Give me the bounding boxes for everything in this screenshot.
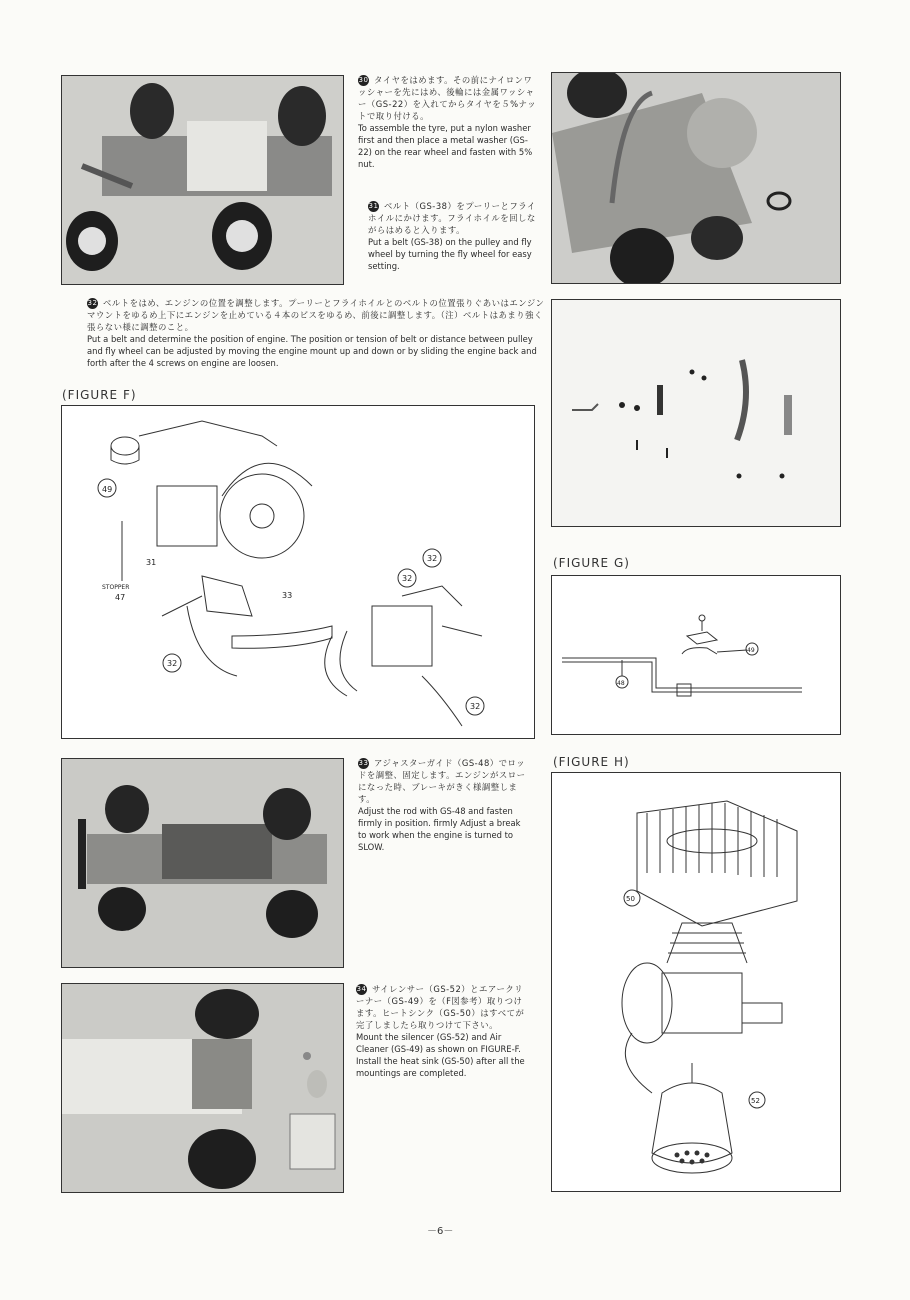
assembled-chassis-illustration	[62, 759, 344, 968]
callout-f-32-c: 32	[402, 574, 413, 583]
callout-f-32-b: 32	[427, 554, 438, 563]
engine-mount-exploded-view	[62, 406, 535, 739]
page-number: －6－	[427, 1226, 454, 1237]
chassis-wheels-illustration	[62, 76, 344, 285]
callout-f-49: 49	[102, 485, 113, 494]
callout-f-47: 47	[115, 593, 126, 602]
figure-f-label: (FIGURE F)	[62, 388, 137, 402]
figure-g-diagram	[551, 575, 841, 735]
step-31-number: 31	[368, 202, 379, 210]
step-31-text	[368, 200, 540, 272]
callout-g-49: 49	[747, 647, 755, 654]
step-34-number: 34	[356, 985, 367, 993]
callout-f-32-a: 32	[167, 659, 178, 668]
parts-illustration	[552, 300, 841, 527]
step-30-text	[358, 74, 538, 170]
adjuster-guide-rod-diagram	[552, 576, 841, 735]
chassis-belt-illustration	[552, 73, 841, 284]
callout-h-50: 50	[626, 895, 635, 903]
step-32-jp: ベルトをはめ、エンジンの位置を調整します。プーリーとフライホイルとのベルトの位置張りぐあいはエンジンマウントをゆるめ上下にエンジンを止めている４本のビスをゆるめ、前後に調整します。（注）ベルトはあまり強く張らない様に調整のこと。	[87, 298, 545, 332]
step-30-en: To assemble the tyre, put a nylon washer first and then place a metal washer (GS-22) on the rear wheel and fasten with 5% nut.	[358, 123, 533, 169]
callout-f-32-d: 32	[470, 702, 481, 711]
photo-silencer-mount	[61, 983, 344, 1193]
figure-h-diagram	[551, 772, 841, 1192]
step-30-number: 30	[358, 76, 369, 84]
step-34-en: Mount the silencer (GS-52) and Air Cleaner (GS-49) as shown on FIGURE-F. Install the heat sink (GS-50) after all the mountings are completed.	[356, 1032, 525, 1078]
step-31-en: Put a belt (GS-38) on the pulley and fly wheel by turning the fly wheel for easy setting.	[368, 237, 532, 271]
callout-f-33: 33	[282, 591, 293, 600]
heat-sink-silencer-diagram	[552, 773, 841, 1192]
callout-f-stopper: STOPPER	[102, 584, 130, 591]
step-33-jp: アジャスターガイド（GS-48）でロッドを調整、固定します。エンジンがスローになった時、ブレーキがきく様調整します。	[358, 758, 526, 804]
step-33-en: Adjust the rod with GS-48 and fasten firmly in position. firmly Adjust a break to work when the engine is turned to SLOW.	[358, 806, 521, 852]
photo-chassis-wheels	[61, 75, 344, 285]
step-32-en: Put a belt and determine the position of engine. The position or tension of belt or distance between pulley and fly wheel can be adjusted by moving the engine mount up and down or by sliding the engine back and forth after the 4 screws on engine are loosen.	[87, 334, 537, 368]
step-33-number: 33	[358, 759, 369, 767]
step-33-text	[358, 757, 528, 853]
step-32-number: 32	[87, 299, 98, 307]
silencer-mount-illustration	[62, 984, 344, 1193]
step-31-jp: ベルト（GS-38）をプーリーとフライホイルにかけます。フライホイルを回しながらはめると入ります。	[368, 201, 536, 235]
step-34-text	[356, 983, 528, 1079]
photo-assembled-chassis	[61, 758, 344, 968]
figure-h-label: (FIGURE H)	[553, 755, 630, 769]
callout-g-48: 48	[617, 680, 625, 687]
figure-f-diagram	[61, 405, 535, 739]
figure-g-label: (FIGURE G)	[553, 556, 630, 570]
step-34-jp: サイレンサー（GS-52）とエアークリーナー（GS-49）を（F図参考）取りつけます。ヒートシンク（GS-50）はすべてが完了しましたら取りつけて下さい。	[356, 984, 525, 1030]
callout-h-52: 52	[751, 1097, 760, 1105]
step-32-text	[87, 297, 549, 369]
photo-parts-layout	[551, 299, 841, 527]
photo-chassis-belt	[551, 72, 841, 284]
callout-f-31: 31	[146, 558, 157, 567]
step-30-jp: タイヤをはめます。その前にナイロンワッシャーを先にはめ、後輪には金属ワッシャー（GS-22）を入れてからタイヤを５%ナットで取り付ける。	[358, 75, 537, 121]
